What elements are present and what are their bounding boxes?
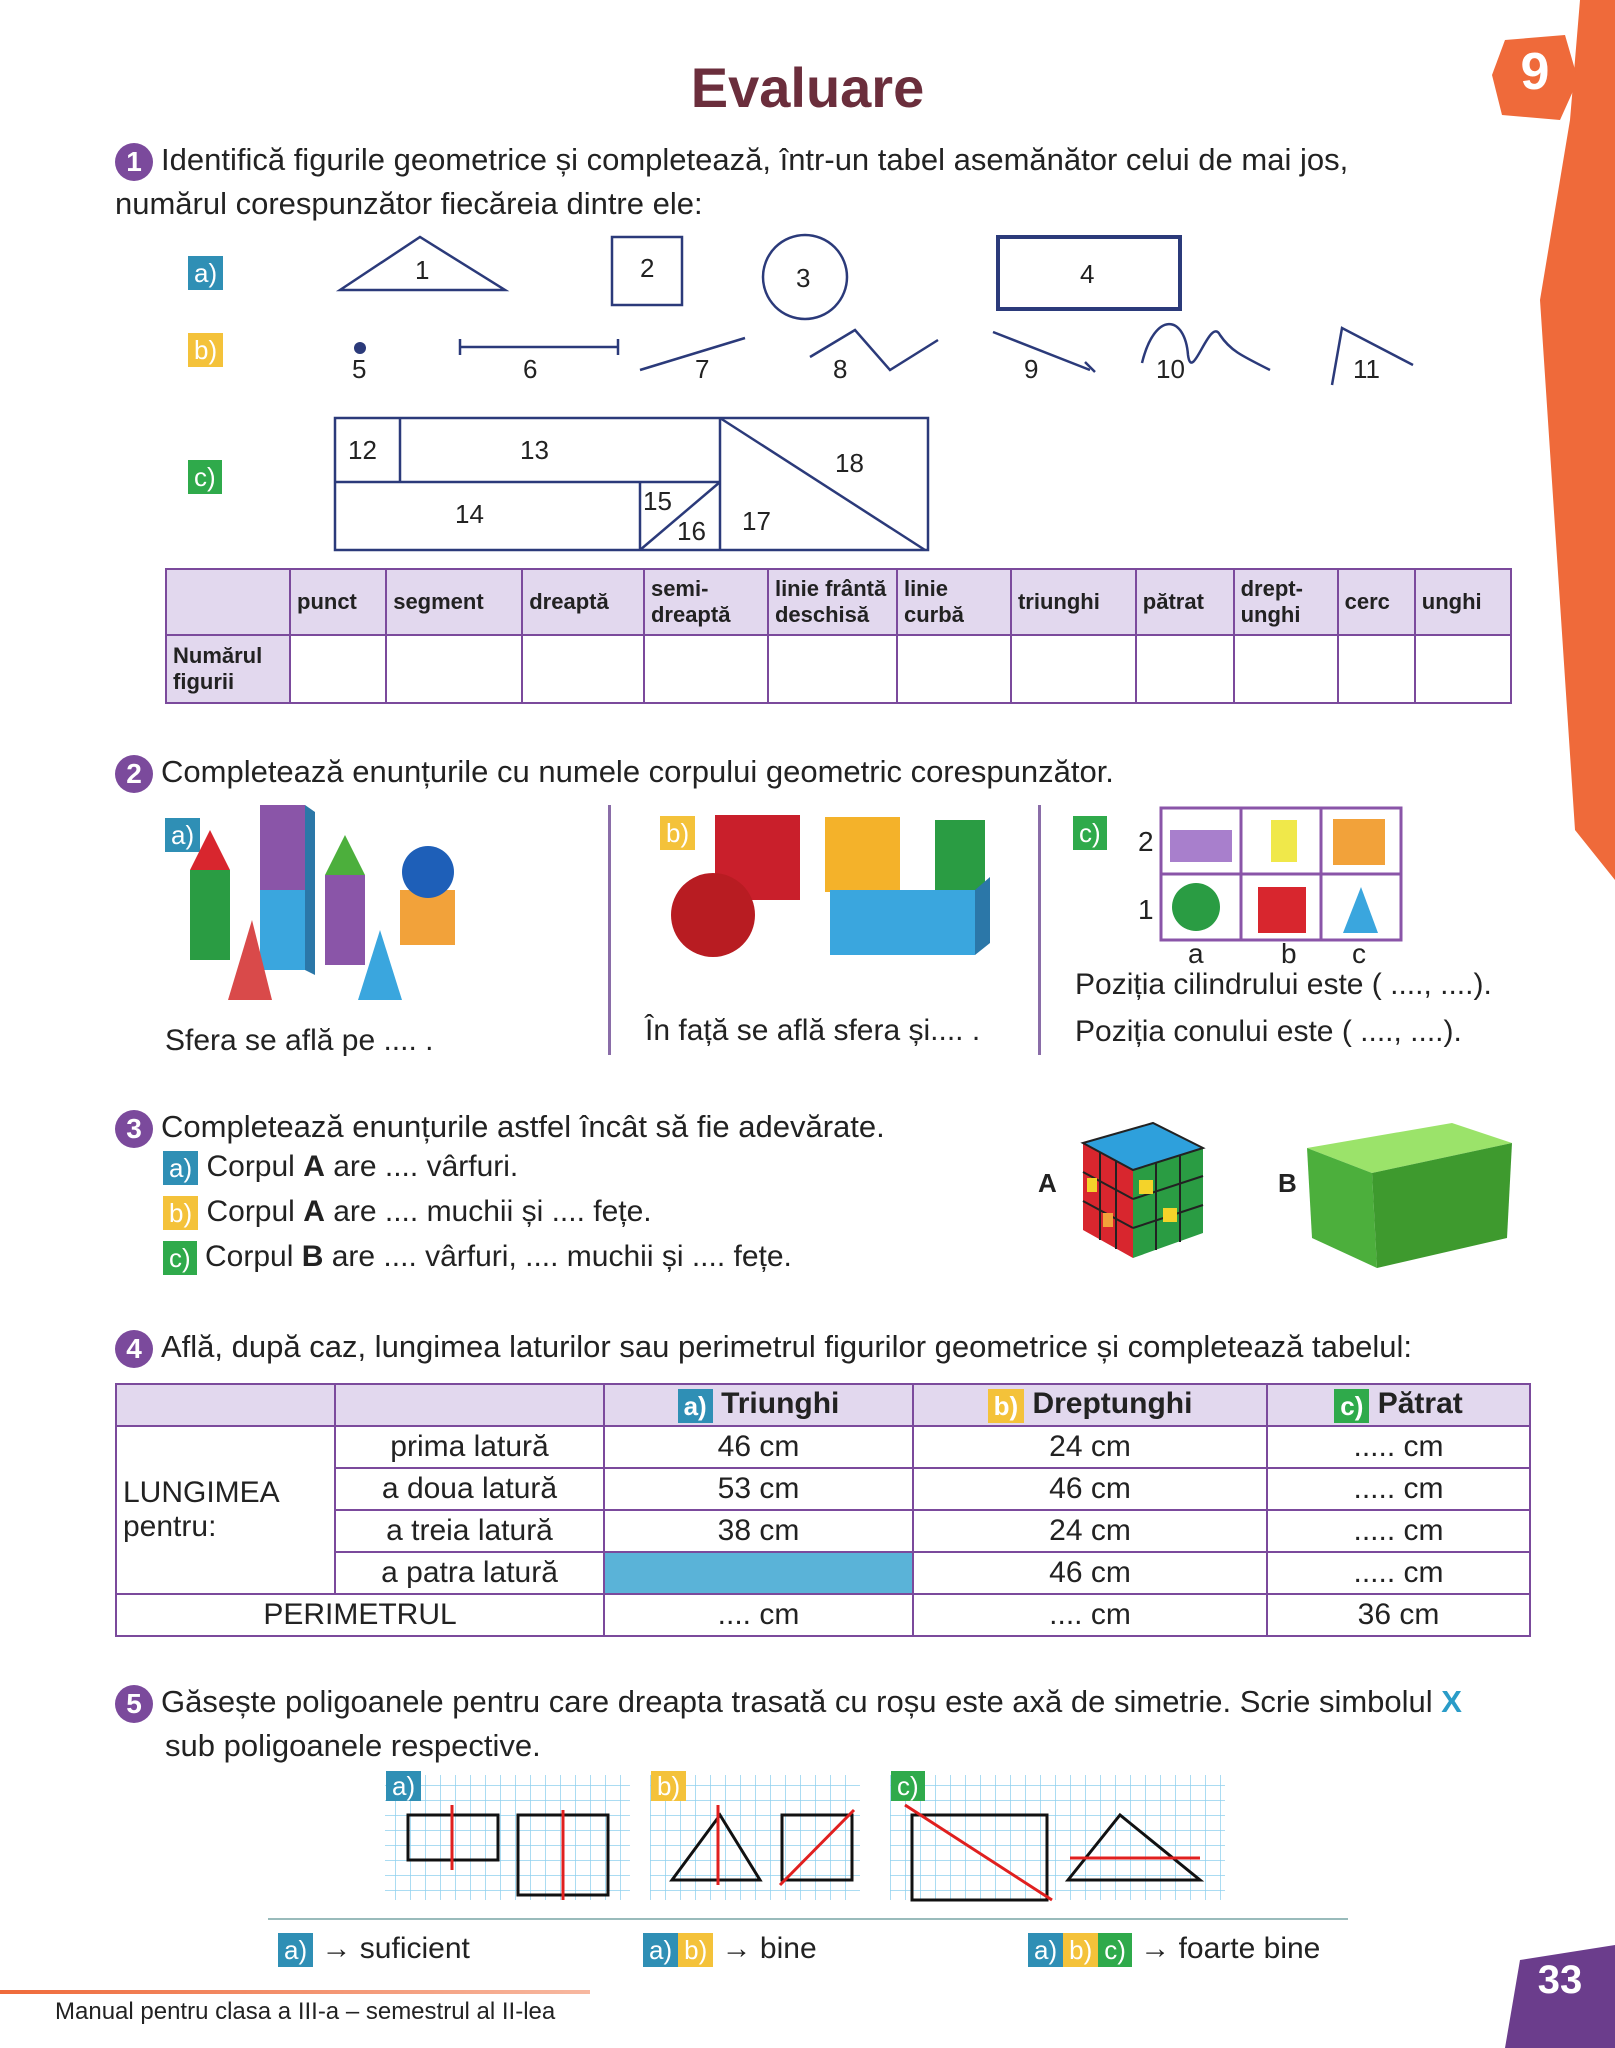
fig-label: 6	[523, 354, 538, 384]
q4-prompt	[115, 1325, 1555, 1369]
q4-row-label: a treia latură	[335, 1510, 604, 1552]
q2c-statement-cylinder: Poziția cilindrului este ( ...., ....).	[1075, 968, 1492, 1001]
fig-label: 11	[1353, 354, 1380, 384]
grading-divider	[268, 1918, 1348, 1920]
q3-number: 3	[115, 1110, 153, 1148]
q3-text: Completează enunțurile astfel încât să fie adevărate.	[161, 1109, 885, 1144]
q2c-position-grid	[1158, 805, 1404, 943]
q5-tag-c: c)	[891, 1771, 925, 1801]
q5-symbol: X	[1441, 1684, 1462, 1719]
q1-row-label: Numărul figurii	[166, 635, 290, 703]
q5-text: Găsește poligoanele pentru care dreapta trasată cu roșu este axă de simetrie. Scrie simbolul	[161, 1684, 1442, 1719]
fig-label: 12	[348, 435, 377, 465]
fig-label: 14	[455, 499, 484, 529]
fig-label: 10	[1156, 354, 1185, 384]
q3-item-b: b) Corpul A are .... muchii și .... fețe.	[163, 1195, 652, 1230]
q4-answer-cell[interactable]: ..... cm	[1267, 1426, 1530, 1468]
q4-answer-cell[interactable]: ..... cm	[1267, 1510, 1530, 1552]
q1-col-header: drept-unghi	[1234, 569, 1338, 635]
q4-cell: 38 cm	[604, 1510, 913, 1552]
q1-figures	[320, 225, 1450, 555]
q4-col-header: a) Triunghi	[604, 1384, 913, 1426]
q2-tag-c: c)	[1073, 816, 1107, 850]
q3-item-a: a) Corpul A are .... vârfuri.	[163, 1150, 518, 1185]
grading-good: a) b) → bine	[643, 1932, 817, 1967]
q4-cell: 36 cm	[1267, 1594, 1530, 1636]
grid-row-label: 1	[1138, 894, 1154, 925]
fig-label: 16	[677, 516, 706, 546]
divider	[608, 805, 611, 1055]
fig-label: 3	[796, 263, 811, 293]
q1-tag-a: a)	[188, 256, 223, 290]
q4-cell: 24 cm	[913, 1510, 1267, 1552]
q2-prompt	[115, 750, 1465, 794]
q2-text: Completează enunțurile cu numele corpului geometric corespunzător.	[161, 754, 1114, 789]
q1-col-header: punct	[290, 569, 386, 635]
q4-col-header: b) Dreptunghi	[913, 1384, 1267, 1426]
q4-perimeter-label: PERIMETRUL	[116, 1594, 604, 1636]
q2-tag-b: b)	[660, 816, 695, 850]
page-title: Evaluare	[690, 56, 925, 119]
fig-label: 13	[520, 435, 549, 465]
q1-col-header: cerc	[1338, 569, 1415, 635]
fig-label: 5	[352, 354, 367, 384]
fig-label: 2	[640, 253, 655, 283]
q4-cell: 46 cm	[913, 1552, 1267, 1594]
q4-col-header: c) Pătrat	[1267, 1384, 1530, 1426]
fig-label: 1	[415, 255, 430, 285]
fig-label: 4	[1080, 259, 1095, 289]
fig-label: 8	[833, 354, 848, 384]
q1-col-header: pătrat	[1136, 569, 1234, 635]
answer-cell[interactable]	[1415, 635, 1511, 703]
answer-cell[interactable]	[1136, 635, 1234, 703]
q1-text: Identifică figurile geometrice și completează, într-un tabel asemănător celui de mai jos, numărul corespunzător fiecăreia dintre ele:	[115, 142, 1349, 221]
q4-number: 4	[115, 1330, 153, 1368]
fig-label: 18	[835, 448, 864, 478]
q2c-statement-cone: Poziția conului este ( ...., ....).	[1075, 1015, 1462, 1048]
q5-text-cont: sub poligoanele respective.	[165, 1728, 541, 1763]
grading-very-good: a) b) c) → foarte bine	[1028, 1932, 1320, 1967]
q1-col-header: triunghi	[1011, 569, 1136, 635]
q1-tag-c: c)	[188, 460, 222, 494]
q2-number: 2	[115, 755, 153, 793]
q1-col-header: linie frântă deschisă	[768, 569, 897, 635]
footer-rule	[0, 1990, 590, 1994]
footer-text: Manual pentru clasa a III-a – semestrul al II-lea	[55, 1998, 556, 2025]
q3-tag-a: a)	[163, 1151, 198, 1185]
rubik-cube-illustration	[1073, 1118, 1213, 1263]
q5-symmetry-grids	[380, 1770, 1230, 1905]
point-shape	[354, 342, 366, 354]
q3-tag-b: b)	[163, 1196, 198, 1230]
q4-empty-cell	[604, 1552, 913, 1594]
q1-col-header: dreaptă	[522, 569, 644, 635]
grid-row-label: 2	[1138, 826, 1154, 857]
chapter-badge: 9	[1520, 43, 1550, 101]
q4-row-label: a patra latură	[335, 1552, 604, 1594]
q4-answer-cell[interactable]: .... cm	[913, 1594, 1267, 1636]
q5-number: 5	[115, 1685, 153, 1723]
q1-col-header: segment	[386, 569, 522, 635]
answer-cell[interactable]	[1011, 635, 1136, 703]
page-number: 33	[1537, 1958, 1583, 2002]
grading-sufficient: a) → suficient	[278, 1932, 470, 1967]
q4-answer-cell[interactable]: .... cm	[604, 1594, 913, 1636]
q4-cell: 24 cm	[913, 1426, 1267, 1468]
q3-item-c: c) Corpul B are .... vârfuri, .... muchii și .... fețe.	[163, 1240, 792, 1275]
q5-tag-a: a)	[386, 1771, 421, 1801]
q3-tag-c: c)	[163, 1241, 197, 1275]
q1-prompt	[115, 138, 1455, 226]
answer-cell[interactable]	[290, 635, 386, 703]
q4-answer-cell[interactable]: ..... cm	[1267, 1552, 1530, 1594]
fig-label: 17	[742, 506, 771, 536]
q4-cell: 53 cm	[604, 1468, 913, 1510]
ray-shape	[993, 332, 1090, 370]
fig-label: 15	[643, 486, 672, 516]
q5-tag-b: b)	[651, 1771, 686, 1801]
side-band	[1520, 0, 1615, 880]
q4-row-label: a doua latură	[335, 1468, 604, 1510]
answer-cell[interactable]	[644, 635, 768, 703]
q1-tag-b: b)	[188, 333, 223, 367]
solid-a-label: A	[1038, 1168, 1057, 1198]
q2b-statement: În față se află sfera și.... .	[645, 1014, 981, 1047]
answer-cell[interactable]	[1234, 635, 1338, 703]
q2a-solids-illustration	[180, 800, 480, 1010]
q4-table	[115, 1383, 1531, 1637]
q1-col-header: linie curbă	[897, 569, 1011, 635]
q4-text: Află, după caz, lungimea laturilor sau perimetrul figurilor geometrice și completează tabelul:	[161, 1329, 1412, 1364]
fig-label: 7	[695, 354, 710, 384]
q3-prompt	[115, 1105, 1015, 1149]
q2b-solids-illustration	[665, 805, 1005, 975]
fig-label: 9	[1024, 354, 1039, 384]
q1-col-header: semi-dreaptă	[644, 569, 768, 635]
answer-cell[interactable]	[768, 635, 897, 703]
q4-cell: 46 cm	[913, 1468, 1267, 1510]
grid-col-label: c	[1352, 938, 1366, 969]
answer-cell[interactable]	[1338, 635, 1415, 703]
q1-table	[165, 568, 1512, 704]
q4-cell: 46 cm	[604, 1426, 913, 1468]
q4-answer-cell[interactable]: ..... cm	[1267, 1468, 1530, 1510]
q2a-statement: Sfera se află pe .... .	[165, 1024, 434, 1057]
divider	[1038, 805, 1041, 1055]
answer-cell[interactable]	[897, 635, 1011, 703]
solid-b-label: B	[1278, 1168, 1297, 1198]
answer-cell[interactable]	[386, 635, 522, 703]
answer-cell[interactable]	[522, 635, 644, 703]
q1-col-header: unghi	[1415, 569, 1511, 635]
broken-line-shape	[810, 330, 938, 370]
grid-col-label: a	[1188, 938, 1204, 969]
q5-prompt	[115, 1680, 1555, 1768]
q2-tag-a: a)	[165, 818, 200, 852]
q4-group-label: LUNGIMEA pentru:	[116, 1426, 335, 1594]
green-box-illustration	[1302, 1118, 1517, 1278]
line-shape	[640, 338, 745, 370]
q1-number: 1	[115, 143, 153, 181]
grid-col-label: b	[1281, 938, 1297, 969]
q4-row-label: prima latură	[335, 1426, 604, 1468]
